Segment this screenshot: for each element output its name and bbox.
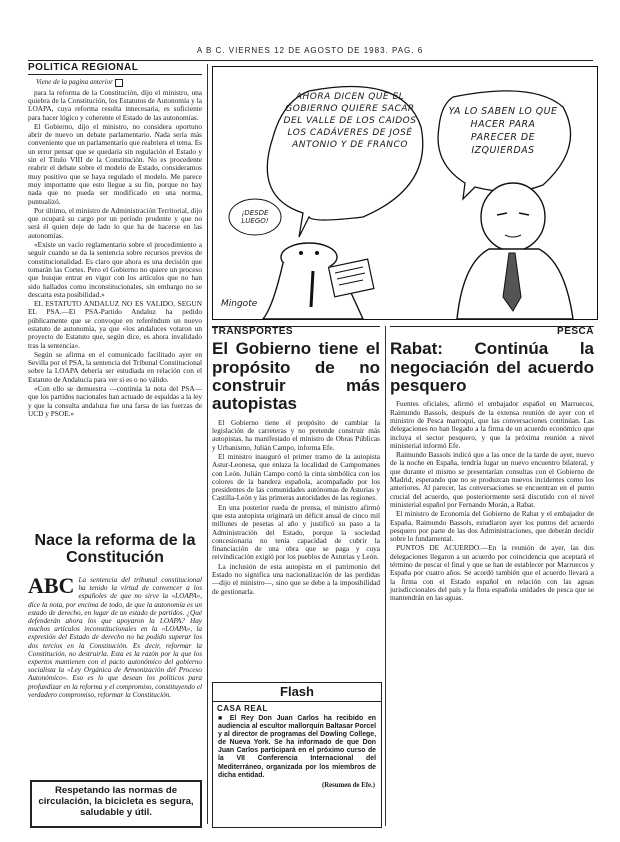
abc-editorial xyxy=(28,573,202,699)
abc-logo: ABC xyxy=(28,573,75,598)
left-figure xyxy=(263,243,374,319)
fishing-para-3: El ministro de Economía del Gobierno de Rabat y el embajador de España, Raimundo Bassols, estudiaron ayer los puntos del acuerdo pesquero por parte de las dos Administraciones, que deberán decidir sobre lo fundamental. xyxy=(390,509,594,544)
transport-para-4: La inclusión de esta autopista en el patrimonio del Estado no significa una nacionalización de las perdidas —dijo el ministro—, sino que se debe a la imposibilidad de gestionarla. xyxy=(212,561,380,596)
page-header: A B C. VIERNES 12 DE AGOSTO DE 1983. PAG. 6 xyxy=(196,46,424,55)
left-para-5: EL ESTATUTO ANDALUZ NO ES VALIDO, SEGUN EL PSA.—El PSA-Partido Andaluz ha pedido públicamente que se convoque en referéndum un nuevo estatuto de autonomía, ya que «los andaluces votaron un proyecto de Estatuto que, según dice, es ahora invalidado tras la sentencia». xyxy=(28,299,202,350)
fishing-para-2: Raimundo Bassols indicó que a las once de la tarde de ayer, nuevo de la noche en España, tendría lugar un nuevo encuentro bilateral, y que durante el mismo se presentarían consultas con el Gobierno de Madrid, esperando que no se produzcan nuevos incidentes como los anteriores. Al parecer, las conversaciones se encuentran en el punto crucial del acuerdo, que posteriormente será discutido con el nivel ministerial español por Fernando Morán, a Rabat. xyxy=(390,450,594,509)
bubble-right-text: YA LO SABEN LO QUE HACER PARA PARECER DE IZQUIERDAS xyxy=(448,106,558,156)
section-title-pesca: PESCA xyxy=(390,326,594,336)
left-para-4: «Existe un vacío reglamentario sobre el procedimiento a seguir cuando se da la sentencia sobre recursos previos de constitucionalidad. Es claro que ahora es una decisión que tomarán las Cortes. Pero el Gobierno no quiere un proceso que busque entrar en vigor con los artículos que no han sido hallados como inconstitucionales, sin embargo no se descarta esta posibilidad.» xyxy=(28,240,202,299)
left-column xyxy=(28,64,202,419)
transport-para-1: El Gobierno tiene el propósito de cambiar la legislación de carreteras y no pretende construir más autopistas, ha manifestado el ministro de Obras Públicas y Urbanismo, Julián Campo, informa Efe. xyxy=(212,417,380,452)
fishing-headline: Rabat: Continúa la negociación del acuerdo pesquero xyxy=(390,339,594,396)
bicycle-ad xyxy=(30,780,202,828)
bubble-left-text: AHORA DICEN QUE EL GOBIERNO QUIERE SACAR DEL VALLE DE LOS CAIDOS LOS CADÁVERES DE JOSÉ ANTONIO Y DE FRANCO xyxy=(283,92,417,150)
flash-box xyxy=(212,682,382,828)
left-vrule xyxy=(207,64,208,824)
left-para-6: Según se afirma en el comunicado facilitado ayer en Sevilla por el PSA, la sentencia del Tribunal Constitucional sobre la LOAPA debería ser estudiada en relación con el Estatuto de Andalucía para ver si es o no válido. xyxy=(28,349,202,384)
kicker-text: Viene de la pagina anterior xyxy=(36,78,113,87)
cartoon-signature: Mingote xyxy=(221,299,258,309)
reform-headline-line2: Constitución xyxy=(66,549,164,567)
bubble-small-text: ¡DESDE LUEGO! xyxy=(241,209,269,225)
flash-title: Flash xyxy=(213,683,381,702)
fishing-para-4: PUNTOS DE ACUERDO.—En la reunión de ayer, las dos delegaciones llegaron a un acuerdo por coincidencia que aceptará el término de pescar el final y que se han de establecer por Marruecos y España por cuatro años. Se acordó también que el acuerdo llevará a la firma con el Estado español en relación con las aguas jurisdiccionales del país y la flota española unidades de pesca que se mantendrán en las aguas. xyxy=(390,543,594,603)
left-para-3: Por último, el ministro de Administración Territorial, dijo que ocupará su cargo por un período prudente y que no será él quien deje de lado lo que ha de hacerse en las autonomías. xyxy=(28,205,202,240)
cartoon-frame xyxy=(212,66,598,320)
left-para-7: «Con ello se demuestra —continúa la nota del PSA— que los partidos nacionales han actuado de espaldas a la ley y que la consulta andaluza fue una farsa de las fuerzas de UCD y PSOE.» xyxy=(28,384,202,418)
flash-body: El Rey Don Juan Carlos ha recibido en audiencia al escultor mallorquín Baltasar Porcel y al director de programas del Dowling College, de Nueva York. Se ha informado de que Don Juan Carlos participará en el próximo curso de la VII Conferencia Internacional del Mediterráneo, organizada por los miembros de dicha entidad. xyxy=(218,715,376,779)
flash-credit: (Resumen de Efe.) xyxy=(321,781,375,789)
header-rule xyxy=(28,60,593,61)
flash-text xyxy=(213,715,381,780)
right-figure xyxy=(457,183,573,319)
flash-bullet-icon: ■ xyxy=(218,715,230,722)
section-title-transportes: TRANSPORTES xyxy=(212,326,380,336)
section-title-politica: POLITICA REGIONAL xyxy=(28,64,202,75)
left-para-2: El Gobierno, dijo el ministro, no considera oportuno abrir de nuevo un debate parlamentario. Nada sería más conveniente que un parlamentario que reabriera el tema. Es un error pensar que se quedaría sin regulación el Estado y sin el Título VIII de la Constitución. No es procedente reabrir el debate sobre el modelo de Estado, consideramos muy positivo que se haya regulado el modelo. Me parece muy importante que esto llegue a su fin, porque no hay nada que no pueda ser modificado en una norma, puntualizó. xyxy=(28,121,202,206)
right-vrule xyxy=(385,326,386,826)
editorial-text: La sentencia del tribunal constitucional ha tenido la virtud de convencer a los españoles de que no sirve la «LOAPA», dice la nota, por encima de todo, de que la autonomía es un estado de derecho, en lugar de un estado de partidos. ¿Qué defenderán ahora los que apoyaron la LOAPA? Hay muchos artículos inconstitucionales en la «LOAPA», la expresión del Estado de derecho no ha podido superar los dos tercios en la Constitución. Es decir, reformar la Constitución, no destruirla. Esta es la razón por la que los expertos mantienen con el pacto autonómico del gobierno socialista la «Ley Orgánica de Armonización del Proceso Autonómico». Eso es lo que desean los políticos para profundizar en la reforma y el compromiso, constituyendo el verdadero compromiso, reformar la Constitución. xyxy=(28,576,202,699)
fishing-para-1: Fuentes oficiales, afirmó el embajador español en Marruecos, Raimundo Bassols, después de la extensa reunión de ayer con el ministro de Pesca marroquí, que las conversaciones continúan. Las delegaciones no han llegado a la firma de un acuerdo económico que incluya el sector pesquero, y que la próxima reunión a nivel ministerial informó Efe. xyxy=(390,399,594,450)
transport-para-2: El ministro inauguró el primer tramo de la autopista Astur-Leonesa, que enlaza la localidad de Campomanes con León. Julián Campo cortó la cinta simbólica con los colores de la bandera española, acompañado por los presidentes de las comunidades autónomas de Asturias y Castilla-León y las primeras autoridades de las regiones. xyxy=(212,451,380,503)
transport-column xyxy=(212,326,380,597)
continued-kicker xyxy=(28,78,202,86)
square-icon xyxy=(115,79,123,87)
flash-subtitle: CASA REAL xyxy=(217,704,268,713)
fishing-column xyxy=(390,326,594,604)
reform-headline-line1: Nace la reforma de la xyxy=(34,532,196,549)
left-para-1: para la reforma de la Constitución, dijo el ministro, una quiebra de la Constitución, los Estatutos de Autonomía y la LOAPA, cuya reforma resulta innecesaria, es suficiente para hacer lógico y coherente el Estado de las autonomías. xyxy=(28,87,202,122)
reform-headline-block xyxy=(28,532,202,567)
transport-headline: El Gobierno tiene el propósito de no construir más autopistas xyxy=(212,339,380,414)
bicycle-ad-text: Respetando las normas de circulación, la bicicleta es segura, saludable y útil. xyxy=(38,785,194,818)
transport-para-3: En una posterior rueda de prensa, el ministro afirmó que esta autopista originará un déficit anual de cinco mil millones de pesetas al año y justificó su paso a la Administración del Estado, porque la sociedad concesionaria no tenía capacidad de cubrir la financiación de una obra que se paga y cuya reivindicación exigió por los pueblos de Asturias y León. xyxy=(212,502,380,562)
